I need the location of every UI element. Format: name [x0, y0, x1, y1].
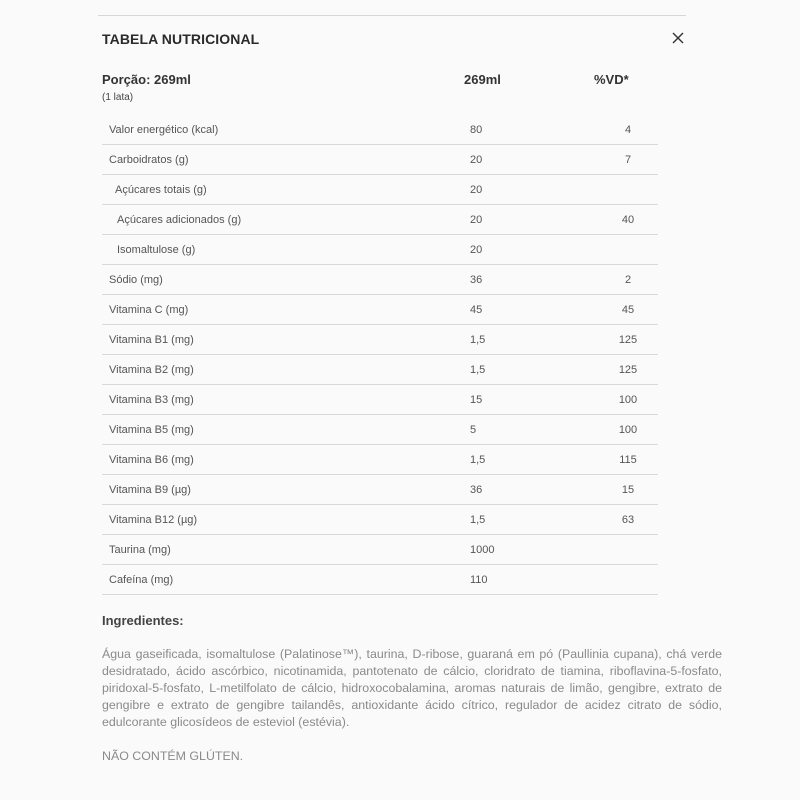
- nutrient-vd: 40: [621, 214, 635, 226]
- ingredients-text: Água gaseificada, isomaltulose (Palatinose™), taurina, D-ribose, guaraná em pó (Paullinia cupana), chá verde desidratado, ácido ascórbico, nicotinamida, pantotenato de cálcio, cloridrato de tiamina, riboflavina-5-fosfato, piridoxal-5-fosfato, L-metilfolato de cálcio, hidroxocobalamina, aromas naturais de limão, gengibre, extrato de gengibre e extrato de gengibre tailandês, antioxidante ácido cítrico, regulador de acidez citrato de sódio, edulcorante glicosídeos de esteviol (estévia).: [102, 647, 722, 729]
- table-row: [102, 535, 658, 565]
- nutrient-amount: 45: [470, 304, 483, 316]
- nutrient-name: Vitamina B5 (mg): [109, 424, 194, 436]
- nutrient-amount: 1,5: [470, 364, 486, 376]
- nutrient-name: Valor energético (kcal): [109, 124, 219, 136]
- table-row: [102, 235, 658, 265]
- top-divider: [98, 15, 686, 16]
- nutrient-name: Vitamina B2 (mg): [109, 364, 194, 376]
- nutrient-vd: 4: [624, 124, 632, 136]
- nutrient-amount: 20: [470, 214, 483, 226]
- table-row: [102, 175, 658, 205]
- nutrient-amount: 15: [470, 394, 483, 406]
- nutrient-vd: 15: [621, 484, 635, 496]
- nutrient-name: Vitamina B12 (µg): [109, 514, 198, 526]
- nutrient-vd: 63: [621, 514, 635, 526]
- nutrient-name: Carboidratos (g): [109, 154, 189, 166]
- portion-header: Porção: 269ml: [102, 72, 191, 87]
- nutrient-vd: 100: [618, 394, 638, 406]
- nutrient-amount: 1,5: [470, 454, 486, 466]
- nutrient-name: Vitamina B9 (µg): [109, 484, 191, 496]
- nutrient-vd: 2: [624, 274, 632, 286]
- nutrient-vd: 125: [618, 334, 638, 346]
- gluten-notice: NÃO CONTÉM GLÚTEN.: [102, 749, 244, 763]
- nutrient-name: Isomaltulose (g): [117, 244, 196, 256]
- nutrient-amount: 36: [470, 484, 483, 496]
- nutrient-name: Taurina (mg): [109, 544, 171, 556]
- nutrient-vd: 115: [619, 454, 637, 466]
- panel-title: TABELA NUTRICIONAL: [102, 31, 260, 47]
- portion-subheader: (1 lata): [102, 92, 134, 103]
- nutrient-amount: 36: [470, 274, 483, 286]
- nutrient-amount: 80: [470, 124, 483, 136]
- nutrient-name: Cafeína (mg): [109, 574, 174, 586]
- nutrient-vd: 7: [624, 154, 632, 166]
- nutrient-amount: 1,5: [470, 514, 486, 526]
- nutrient-name: Vitamina C (mg): [109, 304, 189, 316]
- table-row: [102, 385, 658, 415]
- nutrient-amount: 20: [470, 244, 483, 256]
- table-row: [102, 265, 658, 295]
- close-icon[interactable]: [668, 28, 688, 48]
- table-row: [102, 415, 658, 445]
- table-row: [102, 475, 658, 505]
- nutrient-amount: 20: [470, 184, 483, 196]
- nutrient-name: Sódio (mg): [109, 274, 163, 286]
- nutrient-amount: 1,5: [470, 334, 486, 346]
- nutrient-amount: 1000: [470, 544, 495, 556]
- table-row: [102, 445, 658, 475]
- nutrient-name: Açúcares adicionados (g): [117, 214, 242, 226]
- table-row: [102, 145, 658, 175]
- table-row: [102, 295, 658, 325]
- table-row: [102, 505, 658, 535]
- vd-column-header: %VD*: [594, 72, 629, 87]
- ingredients-title: Ingredientes:: [102, 613, 184, 628]
- nutrient-vd: 45: [621, 304, 635, 316]
- nutrient-amount: 20: [470, 154, 483, 166]
- nutrition-table: [102, 115, 658, 595]
- amount-column-header: 269ml: [464, 72, 501, 87]
- nutrient-amount: 110: [470, 574, 488, 586]
- nutrient-name: Vitamina B3 (mg): [109, 394, 194, 406]
- table-row: [102, 205, 658, 235]
- nutrient-name: Açúcares totais (g): [115, 184, 207, 196]
- table-row: [102, 115, 658, 145]
- table-row: [102, 325, 658, 355]
- nutrient-vd: 125: [618, 364, 638, 376]
- nutrient-name: Vitamina B6 (mg): [109, 454, 194, 466]
- nutrient-vd: 100: [618, 424, 638, 436]
- table-row: [102, 355, 658, 385]
- nutrient-amount: 5: [470, 424, 477, 436]
- table-row: [102, 565, 658, 595]
- nutrient-name: Vitamina B1 (mg): [109, 334, 194, 346]
